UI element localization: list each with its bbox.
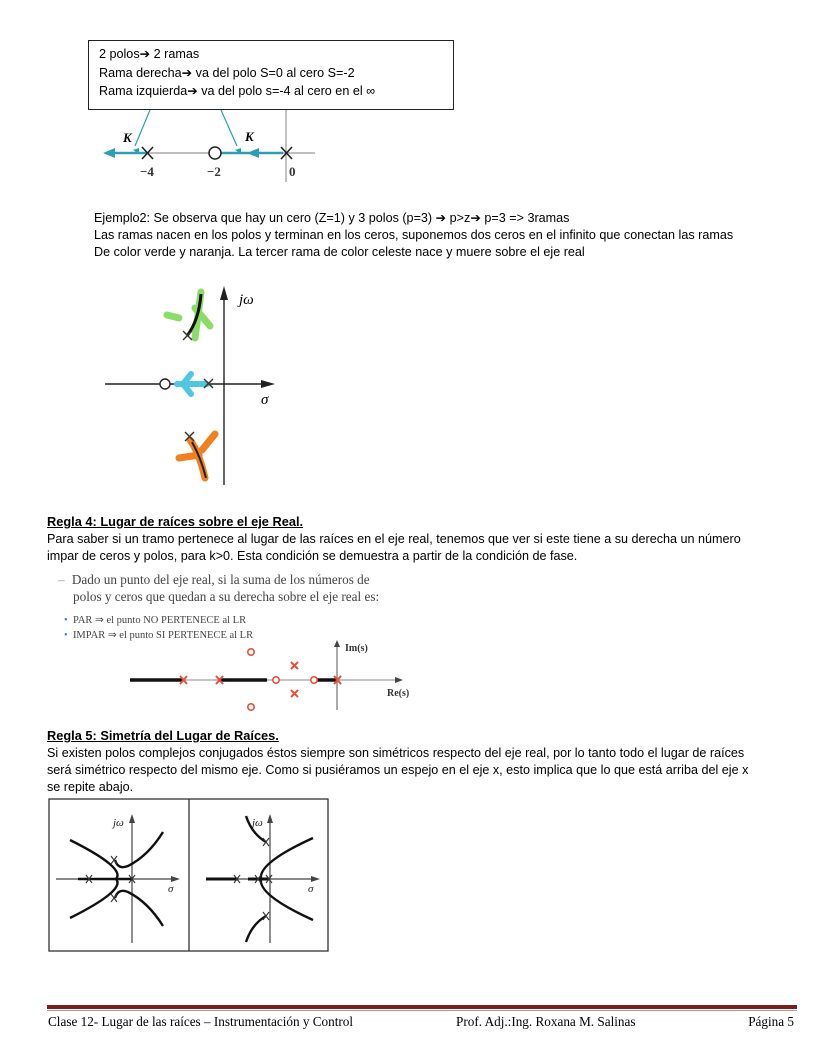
- dash: –: [58, 572, 65, 587]
- svg-text:jω: jω: [113, 817, 124, 829]
- svg-text:Re(s): Re(s): [387, 688, 410, 699]
- svg-text:jω: jω: [252, 817, 263, 829]
- example1-text-box: [88, 40, 454, 110]
- bullet-impar: • IMPAR ⇒ el punto SI PERTENECE al LR: [64, 630, 254, 641]
- footer-page-number: Página 5: [748, 1014, 794, 1029]
- example1-root-locus-diagram: [95, 110, 325, 185]
- box-line-1: 2 polos➔ 2 ramas: [99, 47, 200, 61]
- svg-text:−2: −2: [207, 164, 221, 179]
- rule5-paragraph-line-3: se repite abajo.: [47, 780, 134, 794]
- svg-text:σ: σ: [168, 883, 174, 895]
- footer-rule: [47, 1005, 797, 1009]
- rule4-paragraph-line-1: Para saber si un tramo pertenece al lugar de las raíces en el eje real, tenemos que ver si este tiene a su derecha un número: [47, 532, 741, 546]
- slide-line-2: polos y ceros que quedan a su derecha sobre el eje real es:: [73, 589, 380, 604]
- rule5-symmetry-figure: [48, 798, 330, 953]
- rule4-paragraph-line-2: impar de ceros y polos, para k>0. Esta condición se demuestra a partir de la condición de fase.: [47, 549, 578, 563]
- svg-text:jω: jω: [239, 292, 254, 308]
- example2-root-locus-diagram: [95, 280, 295, 490]
- footer-rule-thin: [47, 1010, 797, 1011]
- footer-course-title: Clase 12- Lugar de las raíces – Instrumentación y Control: [48, 1014, 354, 1029]
- bullet-par: • PAR ⇒ el punto NO PERTENECE al LR: [64, 615, 247, 626]
- footer-professor: Prof. Adj.:Ing. Roxana M. Salinas: [456, 1014, 636, 1029]
- svg-text:σ: σ: [308, 883, 314, 895]
- rule5-heading: Regla 5: Simetría del Lugar de Raíces.: [47, 728, 279, 743]
- svg-text:σ: σ: [261, 392, 269, 408]
- box-line-3: Rama izquierda➔ va del polo s=-4 al cero en el ∞: [99, 84, 376, 98]
- slide-line-1: Dado un punto del eje real, si la suma de los números de: [71, 572, 370, 587]
- rule5-paragraph-line-2: será simétrico respecto del mismo eje. Como si pusiéramos un espejo en el eje x, esto implica que lo que está arriba del eje x: [47, 763, 749, 777]
- example2-line-3: De color verde y naranja. La tercer rama de color celeste nace y muere sobre el eje real: [94, 245, 585, 259]
- svg-text:K: K: [123, 130, 132, 145]
- box-line-2: Rama derecha➔ va del polo S=0 al cero S=-2: [99, 65, 355, 80]
- rule4-slide-text: [58, 571, 379, 605]
- rule4-heading: Regla 4: Lugar de raíces sobre el eje Real.: [47, 514, 304, 529]
- svg-text:−4: −4: [140, 164, 154, 179]
- zero-circle-icon: [209, 147, 221, 159]
- svg-text:K: K: [245, 129, 254, 144]
- rule5-paragraph-line-1: Si existen polos complejos conjugados éstos siempre son simétricos respecto del eje real, por lo tanto todo el lugar de raíces: [47, 746, 745, 760]
- svg-text:Im(s): Im(s): [345, 643, 368, 654]
- svg-text:0: 0: [289, 164, 296, 179]
- example2-line-2: Las ramas nacen en los polos y terminan en los ceros, suponemos dos ceros en el infinito que conectan las ramas: [94, 228, 734, 242]
- example2-line-1: Ejemplo2: Se observa que hay un cero (Z=1) y 3 polos (p=3) ➔ p>z➔ p=3 => 3ramas: [94, 211, 570, 225]
- rule4-real-axis-diagram: [125, 638, 425, 713]
